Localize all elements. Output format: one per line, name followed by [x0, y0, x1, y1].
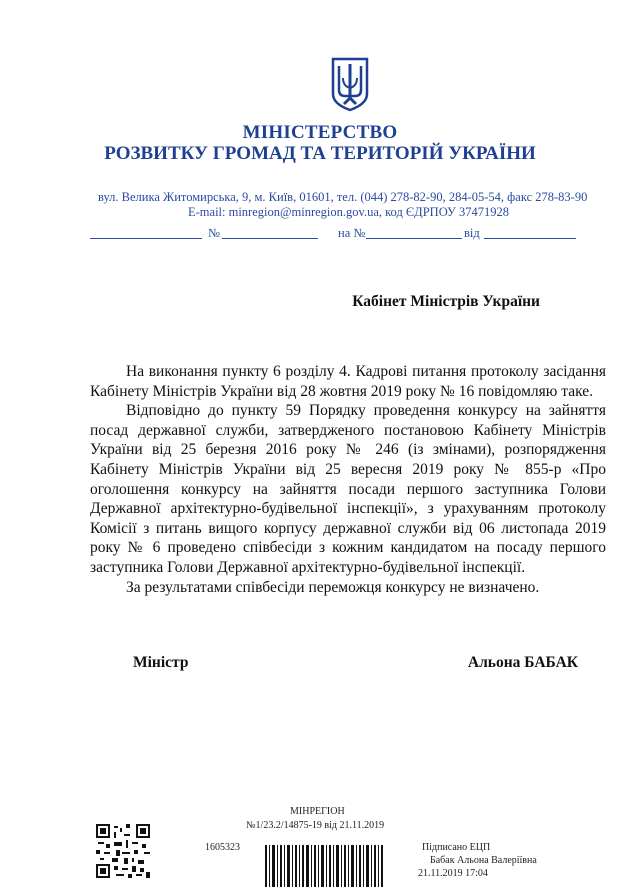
- reg-on-label: на №: [338, 226, 366, 240]
- signature-name: Альона БАБАК: [467, 654, 578, 671]
- qr-code-icon: [96, 824, 150, 878]
- reg-date-blank: [90, 226, 202, 239]
- reg-on-blank: [366, 226, 462, 239]
- reg-number-blank: [222, 226, 318, 239]
- reg-number-sign: №: [208, 226, 220, 240]
- signature-role: Міністр: [133, 654, 189, 671]
- reg-from-label: від: [464, 226, 480, 240]
- stamp-reg: №1/23.2/14875-19 від 21.11.2019: [246, 820, 385, 831]
- address-line: вул. Велика Житомирська, 9, м. Київ, 01601, тел. (044) 278-82-90, 284-05-54, факс 278-83-90: [98, 190, 588, 204]
- body-paragraph-2: Відповідно до пункту 59 Порядку проведення конкурсу на зайняття посад державної служби, затвердженого постановою Кабінету Міністрів України від 25 березня 2016 року № 246 (із змінами), розпорядження Кабінету Міністрів України від 25 вересня 2019 року № 855-р «Про оголошення конкурсу на зайняття посади першого заступника Голови Державної архітектурно-будівельної інспекції», з урахуванням протоколу Комісії з питань вищого корпусу державної служби від 06 листопада 2019 року № 6 проведено співбесіди з кожним кандидатом на посаду першого заступника Голови Державної архітектурно-будівельної інспекції.: [90, 402, 606, 576]
- stamp-signed-at: 21.11.2019 17:04: [418, 868, 488, 879]
- registration-line: [90, 226, 590, 244]
- ministry-name-line2: РОЗВИТКУ ГРОМАД ТА ТЕРИТОРІЙ УКРАЇНИ: [104, 143, 536, 164]
- letter-body: [90, 362, 606, 597]
- body-paragraph-3: За результатами співбесіди переможця конкурсу не визначено.: [126, 578, 540, 596]
- stamp-signer: Бабак Альона Валеріївна: [430, 855, 537, 866]
- addressee: Кабінет Міністрів України: [352, 293, 540, 310]
- ministry-name-line1: МІНІСТЕРСТВО: [242, 122, 398, 143]
- reg-from-blank: [484, 226, 576, 239]
- stamp-doc-id: 1605323: [205, 842, 240, 853]
- barcode-icon: [265, 845, 383, 887]
- body-paragraph-1: На виконання пункту 6 розділу 4. Кадрові питання протоколу засідання Кабінету Міністрів України від 28 жовтня 2019 року № 16 повідомляю таке.: [90, 363, 606, 400]
- ukraine-trident-emblem-icon: [330, 56, 370, 112]
- contacts-line: E-mail: minregion@minregion.gov.ua, код ЄДРПОУ 37471928: [188, 205, 509, 219]
- stamp-signed: Підписано ЕЦП: [422, 842, 491, 853]
- stamp-org: МІНРЕГІОН: [290, 806, 345, 817]
